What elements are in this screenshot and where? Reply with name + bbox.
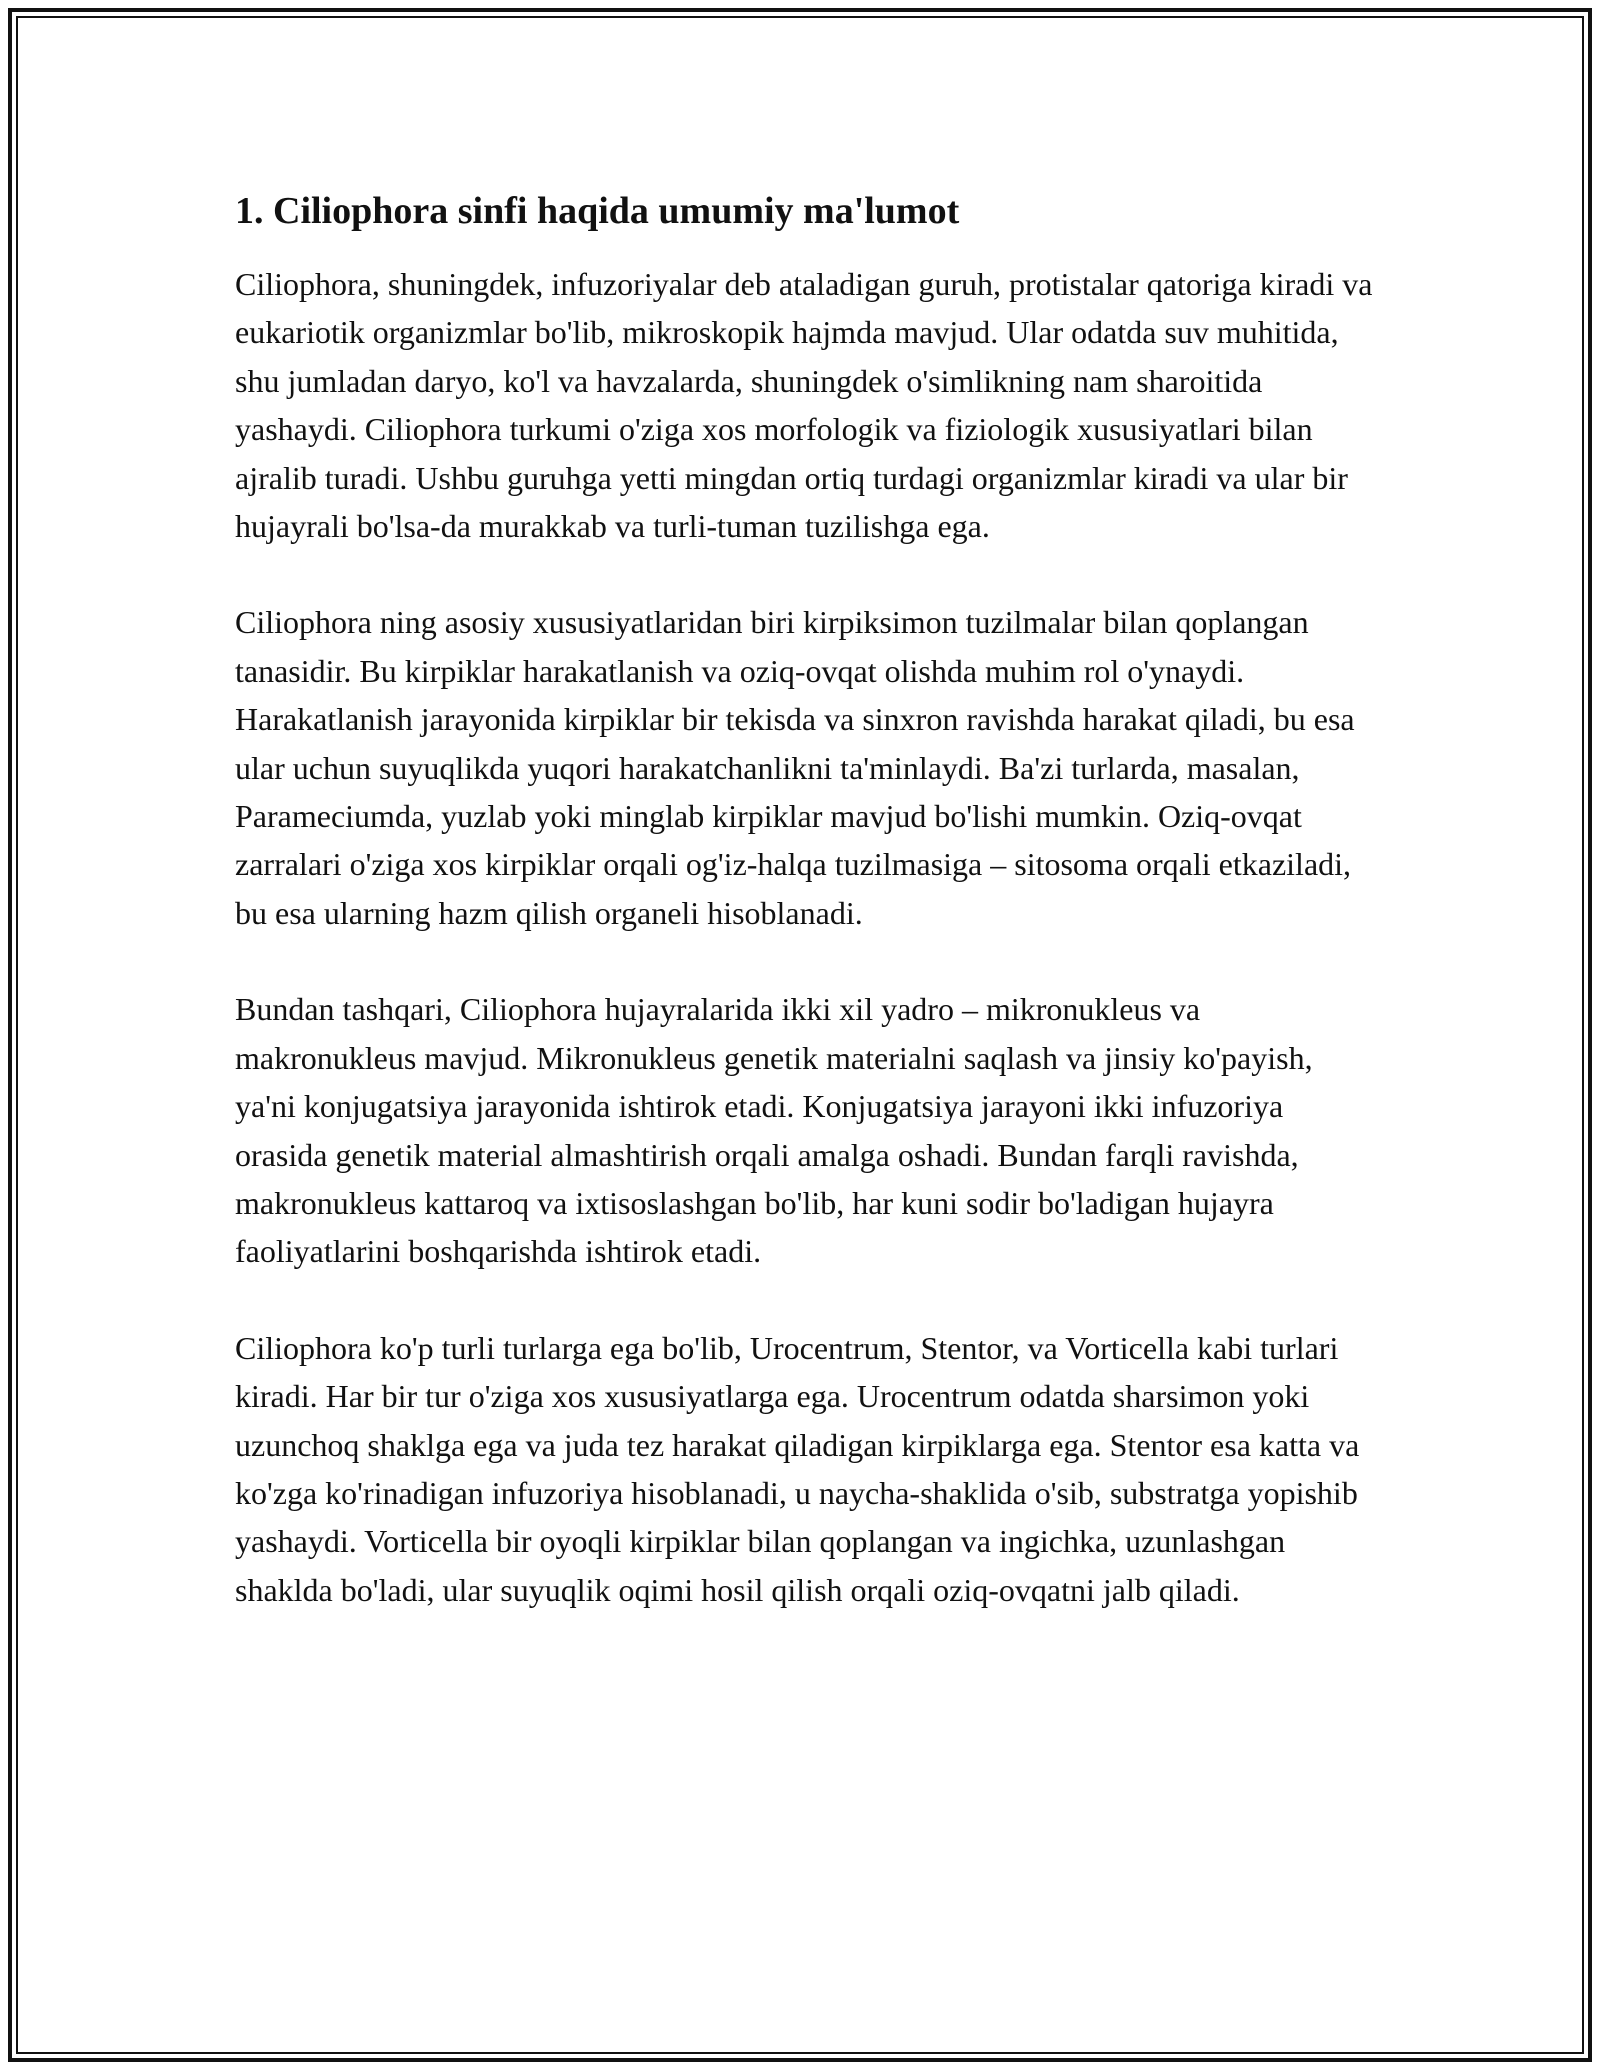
document-body [235,186,1375,1662]
paragraph-2: Ciliophora ning asosiy xususiyatlaridan biri kirpiksimon tuzilmalar bilan qoplangan tanasidir. Bu kirpiklar harakatlanish va oziq-ovqat olishda muhim rol o'ynaydi. Harakatlanish jarayonida kirpiklar bir tekisda va sinxron ravishda harakat qiladi, bu esa ular uchun suyuqlikda yuqori harakatchanlikni ta'minlaydi. Ba'zi turlarda, masalan, Parameciumda, yuzlab yoki minglab kirpiklar mavjud bo'lishi mumkin. Oziq-ovqat zarralari o'ziga xos kirpiklar orqali og'iz-halqa tuzilmasiga – sitosoma orqali etkaziladi, bu esa ularning hazm qilish organeli hisoblanadi. [235,604,1355,931]
paragraph-1: Ciliophora, shuningdek, infuzoriyalar deb ataladigan guruh, protistalar qatoriga kiradi va eukariotik organizmlar bo'lib, mikroskopik hajmda mavjud. Ular odatda suv muhitida, shu jumladan daryo, ko'l va havzalarda, shuningdek o'simlikning nam sharoitida yashaydi. Ciliophora turkumi o'ziga xos morfologik va fiziologik xususiyatlari bilan ajralib turadi. Ushbu guruhga yetti mingdan ortiq turdagi organizmlar kiradi va ular bir hujayrali bo'lsa-da murakkab va turli-tuman tuzilishga ega. [235,266,1373,545]
section-heading: 1. Ciliophora sinfi haqida umumiy ma'lumot [235,190,960,232]
paragraph-4: Ciliophora ko'p turli turlarga ega bo'lib, Urocentrum, Stentor, va Vorticella kabi turlari kiradi. Har bir tur o'ziga xos xususiyatlarga ega. Urocentrum odatda sharsimon yoki uzunchoq shaklga ega va juda tez harakat qiladigan kirpiklarga ega. Stentor esa katta va ko'zga ko'rinadigan infuzoriya hisoblanadi, u naycha-shaklida o'sib, substratga yopishib yashaydi. Vorticella bir oyoqli kirpiklar bilan qoplangan va ingichka, uzunlashgan shaklda bo'ladi, ular suyuqlik oqimi hosil qilish orqali oziq-ovqatni jalb qiladi. [235,1329,1360,1608]
paragraph-3: Bundan tashqari, Ciliophora hujayralarida ikki xil yadro – mikronukleus va makronukleus mavjud. Mikronukleus genetik materialni saqlash va jinsiy ko'payish, ya'ni konjugatsiya jarayonida ishtirok etadi. Konjugatsiya jarayoni ikki infuzoriya orasida genetik material almashtirish orqali amalga oshadi. Bundan farqli ravishda, makronukleus kattaroq va ixtisoslashgan bo'lib, har kuni sodir bo'ladigan hujayra faoliyatlarini boshqarishda ishtirok etadi. [235,991,1313,1270]
